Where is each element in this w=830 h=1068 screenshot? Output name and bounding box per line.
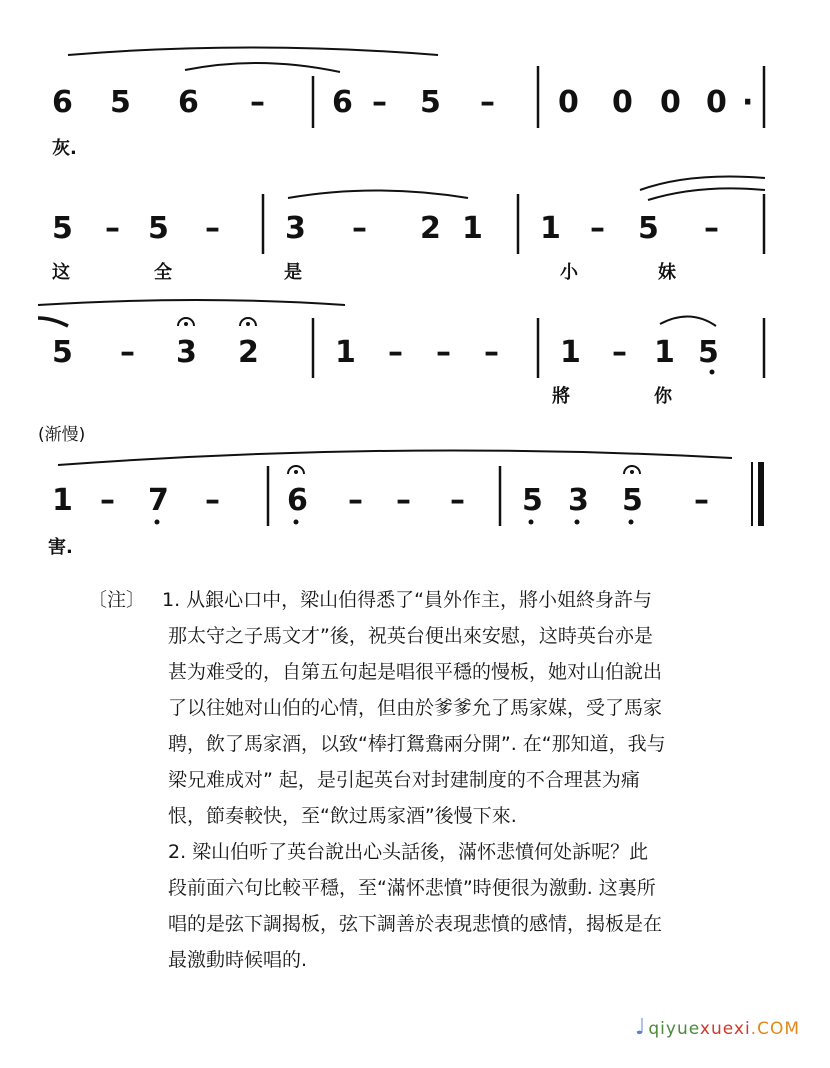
note: 5 bbox=[52, 211, 73, 246]
note-dash: – bbox=[372, 85, 387, 120]
note-dash: – bbox=[590, 211, 605, 246]
annotation-line: 最激動時候唱的. bbox=[168, 949, 308, 971]
note: 2 bbox=[238, 335, 259, 370]
note: 1 bbox=[540, 211, 561, 246]
note: 0 bbox=[706, 85, 727, 120]
note-dash: – bbox=[388, 335, 403, 370]
note: 1 bbox=[462, 211, 483, 246]
annotation-line: 聘，飲了馬家酒，以致“棒打鴛鴦兩分開”. 在“那知道，我与 bbox=[168, 733, 666, 755]
annotation-line: 了以往她对山伯的心情，但由於爹爹允了馬家媒，受了馬家 bbox=[168, 697, 663, 719]
note-dash: – bbox=[348, 483, 363, 518]
lyric: 妹 bbox=[658, 262, 676, 283]
lyric: 这 bbox=[52, 262, 70, 283]
note: 5 bbox=[522, 483, 543, 518]
note: 6 bbox=[52, 85, 73, 120]
note: 1 bbox=[335, 335, 356, 370]
lyric: 全 bbox=[154, 262, 172, 283]
score-row-4 bbox=[38, 425, 764, 558]
watermark-part: .COM bbox=[750, 1019, 800, 1039]
note: 6 bbox=[178, 85, 199, 120]
note-dot: · bbox=[742, 85, 754, 120]
score-row-3 bbox=[38, 300, 764, 407]
note-dash: – bbox=[205, 211, 220, 246]
note: 1 bbox=[654, 335, 675, 370]
note-dash: – bbox=[120, 335, 135, 370]
score-row-2 bbox=[52, 177, 765, 284]
note: 5 bbox=[622, 483, 643, 518]
note-dash: – bbox=[436, 335, 451, 370]
tempo-marking: (渐慢) bbox=[38, 425, 86, 445]
note: 5 bbox=[52, 335, 73, 370]
note: 3 bbox=[176, 335, 197, 370]
note: 0 bbox=[558, 85, 579, 120]
annotation-line: 1. 从銀心口中，梁山伯得悉了“員外作主，將小姐終身許与 bbox=[162, 589, 653, 611]
note-dash: – bbox=[352, 211, 367, 246]
note: 5 bbox=[148, 211, 169, 246]
annotation-line: 恨，節奏較快，至“飲过馬家酒”後慢下來. bbox=[168, 805, 517, 827]
note-dash: – bbox=[612, 335, 627, 370]
note-dash: – bbox=[105, 211, 120, 246]
annotation-line: 甚为难受的，自第五句起是唱很平穩的慢板，她对山伯說出 bbox=[168, 661, 663, 683]
annotation-line: 2. 梁山伯听了英台說出心头話後，滿怀悲憤何处訴呢？此 bbox=[168, 841, 649, 863]
note: 5 bbox=[110, 85, 131, 120]
note-dash: – bbox=[205, 483, 220, 518]
note-dash: – bbox=[250, 85, 265, 120]
lyric: 你 bbox=[654, 386, 672, 407]
note-dash: – bbox=[480, 85, 495, 120]
note: 2 bbox=[420, 211, 441, 246]
music-note-icon: ♩ bbox=[634, 1015, 647, 1040]
annotation-block bbox=[88, 582, 788, 978]
note: 0 bbox=[612, 85, 633, 120]
lyric: 是 bbox=[284, 262, 302, 283]
watermark-part: xuexi bbox=[699, 1019, 751, 1039]
note: 6 bbox=[332, 85, 353, 120]
note: 3 bbox=[568, 483, 589, 518]
lyric: 灰. bbox=[52, 138, 77, 159]
note: 1 bbox=[52, 483, 73, 518]
site-watermark bbox=[635, 1015, 800, 1040]
note: 1 bbox=[560, 335, 581, 370]
annotation-label: 〔注〕 bbox=[88, 589, 146, 611]
note-dash: – bbox=[704, 211, 719, 246]
note-dash: – bbox=[450, 483, 465, 518]
annotation-line: 唱的是弦下調揭板，弦下調善於表現悲憤的感情，揭板是在 bbox=[168, 913, 663, 935]
note: 6 bbox=[287, 483, 308, 518]
score-row-1 bbox=[52, 48, 764, 160]
note-dash: – bbox=[694, 483, 709, 518]
note: 3 bbox=[285, 211, 306, 246]
note: 5 bbox=[420, 85, 441, 120]
note-dash: – bbox=[100, 483, 115, 518]
annotation-line: 梁兄难成对” 起，是引起英台对封建制度的不合理甚为痛 bbox=[168, 769, 640, 791]
annotation-line: 那太守之子馬文才”後，祝英台便出來安慰，这時英台亦是 bbox=[168, 625, 653, 647]
lyric: 害. bbox=[48, 537, 73, 558]
annotation-line: 段前面六句比較平穩，至“滿怀悲憤”時便很为激動. 这裏所 bbox=[168, 877, 656, 899]
note: 5 bbox=[638, 211, 659, 246]
note: 7 bbox=[148, 483, 169, 518]
note-dash: – bbox=[484, 335, 499, 370]
lyric: 小 bbox=[560, 262, 578, 283]
note: 0 bbox=[660, 85, 681, 120]
note-dash: – bbox=[396, 483, 411, 518]
note: 5 bbox=[698, 335, 719, 370]
lyric: 將 bbox=[552, 386, 570, 407]
watermark-part: qiyue bbox=[648, 1019, 700, 1039]
